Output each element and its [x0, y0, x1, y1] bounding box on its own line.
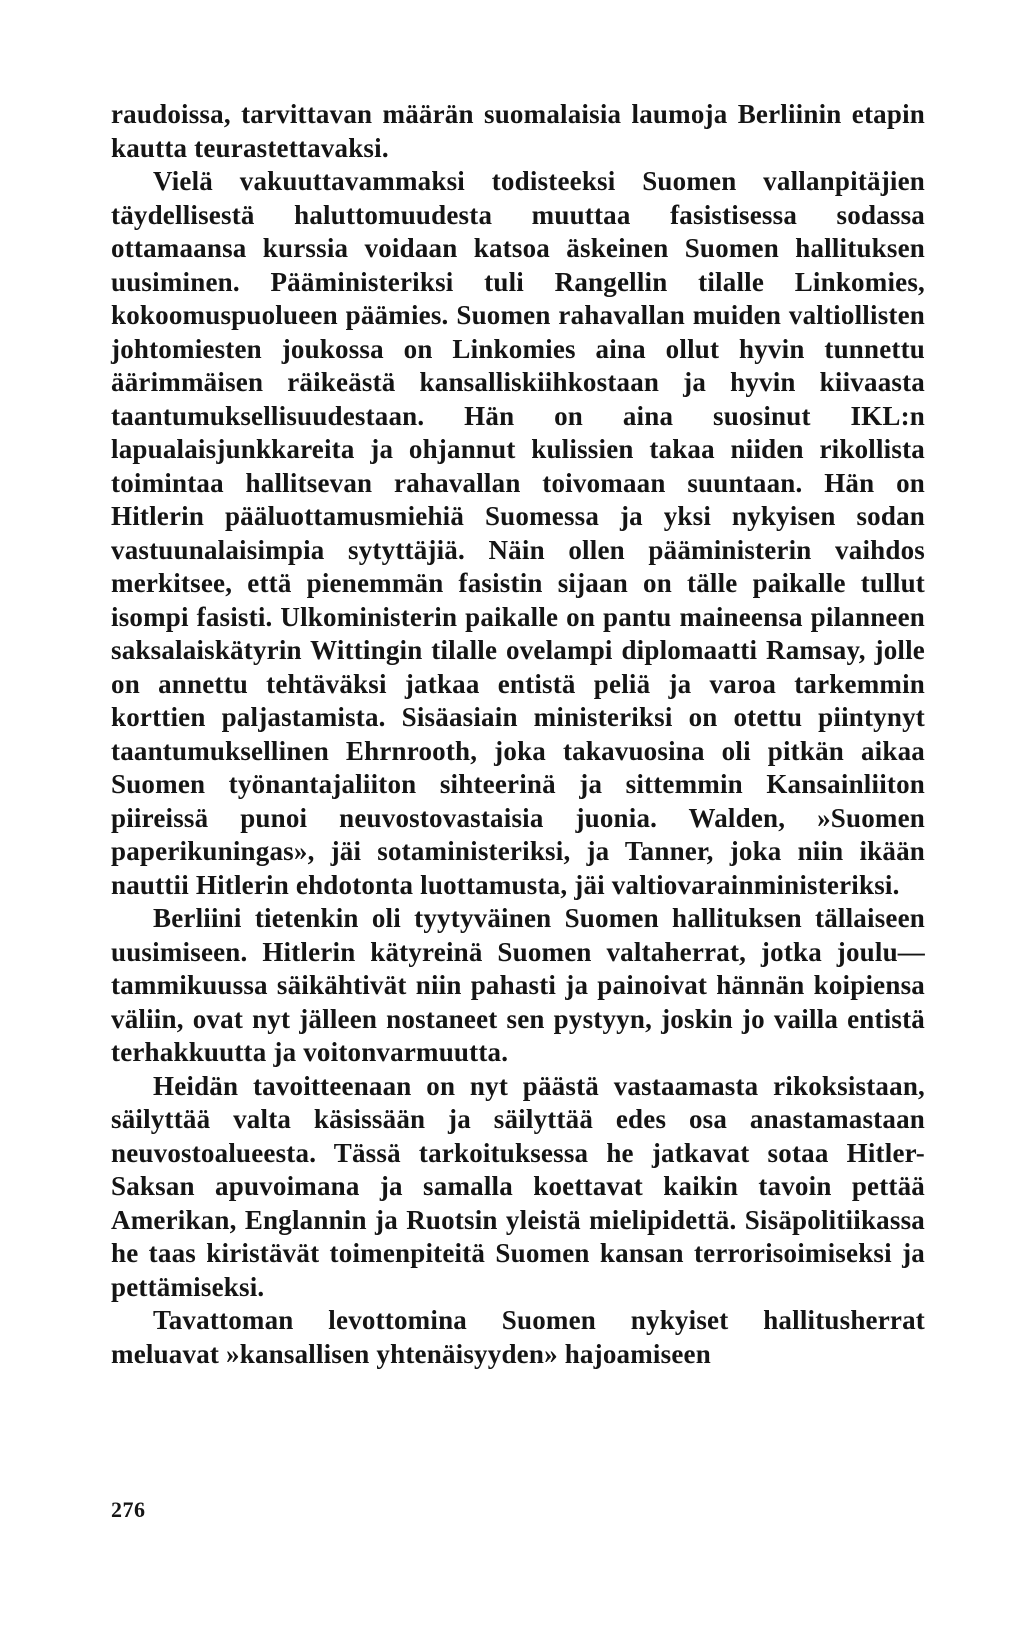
paragraph-national-unity: Tavattoman levottomina Suomen nykyiset hallitusherrat meluavat »kansallisen yhtenäisyyden» hajoamiseen	[111, 1305, 925, 1369]
paragraph-continuation: raudoissa, tarvittavan määrän suomalaisia laumoja Berliinin etapin kautta teurastettavaksi.	[111, 99, 925, 163]
paragraph-berlin-satisfied: Berliini tietenkin oli tyytyväinen Suomen hallituksen tällaiseen uusimiseen. Hitlerin kätyreinä Suomen valtaherrat, jotka joulu—tammikuussa säikähtivät niin pahasti ja painoivat hännän koipiensa väliin, ovat nyt jälleen nostaneet sen pystyyn, joskin jo vailla entistä terhakkuutta ja voitonvarmuutta.	[111, 903, 925, 1067]
paragraph-goals: Heidän tavoitteenaan on nyt päästä vastaamasta rikoksistaan, säilyttää valta käsissään ja säilyttää edes osa anastamastaan neuvostoalueesta. Tässä tarkoituksessa he jatkavat sotaa Hitler-Saksan apuvoimana ja samalla koettavat kaikin tavoin pettää Amerikan, Englannin ja Ruotsin yleistä mielipidettä. Sisäpolitiikassa he taas kiristävät toimenpiteitä Suomen kansan terrorisoimiseksi ja pettämiseksi.	[111, 1070, 925, 1302]
paragraph-government-reshuffle: Vielä vakuuttavammaksi todisteeksi Suomen vallanpitäjien täydellisestä haluttomuudesta muuttaa fasistisessa sodassa ottamaansa kurssia voidaan katsoa äskeinen Suomen hallituksen uusiminen. Pääministeriksi tuli Rangellin tilalle Linkomies, kokoomuspuolueen päämies. Suomen rahavallan muiden valtiollisten johtomiesten joukossa on Linkomies aina ollut hyvin tunnettu äärimmäisen räikeästä kansalliskiihkostaan ja hyvin kiivaasta taantumuksellisuudestaan. Hän on aina suosinut IKL:n lapualaisjunkkareita ja ohjannut kulissien takaa niiden rikollista toimintaa hallitsevan rahavallan toivomaan suuntaan. Hän on Hitlerin pääluottamusmiehiä Suomessa ja yksi nykyisen sodan vastuunalaisimpia sytyttäjiä. Näin ollen pääministerin vaihdos merkitsee, että pienemmän fasistin sijaan on tälle paikalle tullut isompi fasisti. Ulkoministerin paikalle on pantu maineensa pilanneen saksalaiskätyrin Wittingin tilalle ovelampi diplomaatti Ramsay, jolle on annettu tehtäväksi jatkaa entistä peliä ja varoa tarkemmin korttien paljastamista. Sisäasiain ministeriksi on otettu piintynyt taantumuksellinen Ehrnrooth, joka takavuosina oli pitkän aikaa Suomen työnantajaliiton sihteerinä ja sittemmin Kansainliiton piireissä punoi neuvostovastaisia juonia. Walden, »Suomen paperikuningas», jäi sotaministeriksi, ja Tanner, joka niin ikään nauttii Hitlerin ehdotonta luottamusta, jäi valtiovarainministeriksi.	[111, 166, 925, 900]
body-text	[111, 98, 925, 1371]
page-number: 276	[111, 1497, 146, 1522]
